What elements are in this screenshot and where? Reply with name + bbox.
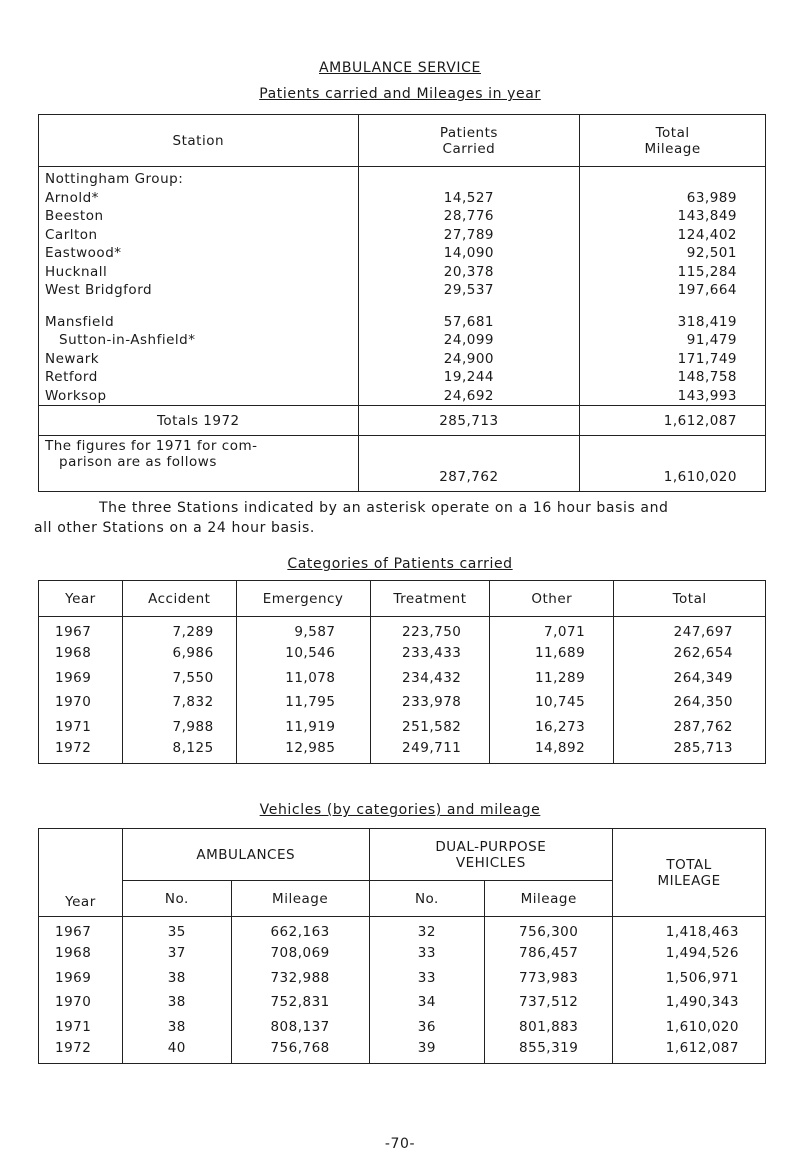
comparison-mileage: 1,610,020 xyxy=(580,436,766,492)
station-name: Sutton-in-Ashfield* xyxy=(59,332,196,348)
page-number: -70- xyxy=(384,1136,416,1152)
year-header: Year xyxy=(39,581,123,617)
table-cell: 801,883 xyxy=(485,1015,613,1040)
table-cell: 662,163 xyxy=(231,917,369,942)
table-cell: 11,795 xyxy=(236,690,370,715)
patients-header: Patients Carried xyxy=(358,115,580,167)
table-cell: 1968 xyxy=(39,641,123,666)
note-line-2: all other Stations on a 24 hour basis. xyxy=(34,520,315,536)
mileage-value: 143,993 xyxy=(677,387,737,404)
table-cell: 1969 xyxy=(39,966,123,991)
table-cell: 33 xyxy=(369,966,485,991)
table-cell: 233,978 xyxy=(370,690,490,715)
table-cell: 1,610,020 xyxy=(613,1015,766,1040)
table-cell: 264,349 xyxy=(614,666,766,691)
table-cell: 33 xyxy=(369,941,485,966)
table-cell: 39 xyxy=(369,1039,485,1064)
other-header: Other xyxy=(490,581,614,617)
categories-table xyxy=(38,580,766,764)
table-cell: 1971 xyxy=(39,715,123,740)
totals-mileage: 1,612,087 xyxy=(580,406,766,436)
table-cell: 11,919 xyxy=(236,715,370,740)
totals-row xyxy=(39,406,766,436)
table-cell: 1967 xyxy=(39,617,123,642)
table-cell: 37 xyxy=(122,941,231,966)
table-row xyxy=(39,1015,766,1040)
comparison-row xyxy=(39,436,766,492)
dual-purpose-header: DUAL-PURPOSE VEHICLES xyxy=(369,829,613,881)
patients-value: 29,537 xyxy=(443,282,495,298)
table-row xyxy=(39,966,766,991)
table-cell: 11,289 xyxy=(490,666,614,691)
table-cell: 7,832 xyxy=(122,690,236,715)
table-cell: 287,762 xyxy=(614,715,766,740)
table-cell: 262,654 xyxy=(614,641,766,666)
table-cell: 7,988 xyxy=(122,715,236,740)
mileage-values xyxy=(580,170,737,405)
vehicles-table xyxy=(38,828,766,1064)
table-cell: 285,713 xyxy=(614,739,766,764)
vehicles-caption: Vehicles (by categories) and mileage xyxy=(259,802,541,818)
table-cell: 1967 xyxy=(39,917,123,942)
dual-mileage-header: Mileage xyxy=(485,881,613,917)
table-cell: 1972 xyxy=(39,1039,123,1064)
station-name: Mansfield xyxy=(45,313,115,330)
table-cell: 855,319 xyxy=(485,1039,613,1064)
table-cell: 12,985 xyxy=(236,739,370,764)
patients-value: 14,527 xyxy=(443,189,495,206)
station-name: Worksop xyxy=(45,387,107,404)
patients-value: 27,789 xyxy=(443,226,495,243)
patients-value: 24,692 xyxy=(443,387,495,404)
table-cell: 1972 xyxy=(39,739,123,764)
mileage-value: 143,849 xyxy=(677,208,737,224)
table-cell: 11,689 xyxy=(490,641,614,666)
categories-caption: Categories of Patients carried xyxy=(287,556,513,572)
mileage-value: 171,749 xyxy=(677,350,737,367)
treatment-header: Treatment xyxy=(370,581,490,617)
table-cell: 10,745 xyxy=(490,690,614,715)
table-cell: 251,582 xyxy=(370,715,490,740)
station-name: West Bridgford xyxy=(45,282,153,298)
note-line-1: The three Stations indicated by an asterisk operate on a 16 hour basis and xyxy=(99,500,669,516)
table-cell: 1971 xyxy=(39,1015,123,1040)
vehicles-year-header: Year xyxy=(39,829,123,917)
table-cell: 38 xyxy=(122,966,231,991)
table-row xyxy=(39,666,766,691)
ambulances-header: AMBULANCES xyxy=(122,829,369,881)
mileage-value: 91,479 xyxy=(686,332,737,348)
table-cell: 16,273 xyxy=(490,715,614,740)
stations-body xyxy=(39,167,766,406)
table-cell: 264,350 xyxy=(614,690,766,715)
table-cell: 756,300 xyxy=(485,917,613,942)
mileage-value: 92,501 xyxy=(686,245,737,261)
table-cell: 40 xyxy=(122,1039,231,1064)
table-cell: 14,892 xyxy=(490,739,614,764)
table-cell: 732,988 xyxy=(231,966,369,991)
table-cell: 737,512 xyxy=(485,990,613,1015)
table-cell: 1,490,343 xyxy=(613,990,766,1015)
station-name: Newark xyxy=(45,350,100,367)
table-cell: 1969 xyxy=(39,666,123,691)
table-cell: 786,457 xyxy=(485,941,613,966)
table-cell: 7,071 xyxy=(490,617,614,642)
table-cell: 9,587 xyxy=(236,617,370,642)
station-names xyxy=(45,170,352,405)
mileage-value: 124,402 xyxy=(677,226,737,243)
mileage-value: 148,758 xyxy=(677,369,737,385)
table-cell: 1,506,971 xyxy=(613,966,766,991)
table-cell: 1,418,463 xyxy=(613,917,766,942)
table-cell: 1968 xyxy=(39,941,123,966)
patients-value: 24,099 xyxy=(443,332,495,348)
table-row xyxy=(39,690,766,715)
accident-header: Accident xyxy=(122,581,236,617)
patients-value: 28,776 xyxy=(443,208,495,224)
table-cell: 8,125 xyxy=(122,739,236,764)
table-cell: 234,432 xyxy=(370,666,490,691)
mileage-value: 63,989 xyxy=(686,189,737,206)
patients-value: 14,090 xyxy=(443,245,495,261)
table-cell: 773,983 xyxy=(485,966,613,991)
patients-value: 57,681 xyxy=(443,313,495,330)
table-cell: 7,550 xyxy=(122,666,236,691)
stations-table xyxy=(38,114,766,492)
station-header: Station xyxy=(39,115,359,167)
table-cell: 247,697 xyxy=(614,617,766,642)
table-cell: 1970 xyxy=(39,690,123,715)
page-subtitle: Patients carried and Mileages in year xyxy=(259,86,541,102)
table-cell: 35 xyxy=(122,917,231,942)
emergency-header: Emergency xyxy=(236,581,370,617)
table-row xyxy=(39,1039,766,1064)
vehicles-header-row-1 xyxy=(39,829,766,881)
table-cell: 36 xyxy=(369,1015,485,1040)
page-title: AMBULANCE SERVICE xyxy=(319,60,481,76)
table-cell: 10,546 xyxy=(236,641,370,666)
table-row xyxy=(39,641,766,666)
table-cell: 7,289 xyxy=(122,617,236,642)
table-row xyxy=(39,990,766,1015)
total-mileage-header: TOTAL MILEAGE xyxy=(613,829,766,917)
table-cell: 32 xyxy=(369,917,485,942)
station-name: Arnold* xyxy=(45,189,99,206)
table-cell: 11,078 xyxy=(236,666,370,691)
station-name: Beeston xyxy=(45,208,104,224)
totals-patients: 285,713 xyxy=(358,406,580,436)
mileage-value: 318,419 xyxy=(677,313,737,330)
comparison-label: The figures for 1971 for com- parison are as follows xyxy=(39,436,359,492)
mileage-value: 115,284 xyxy=(677,263,737,280)
table-cell: 756,768 xyxy=(231,1039,369,1064)
table-cell: 233,433 xyxy=(370,641,490,666)
table-cell: 38 xyxy=(122,990,231,1015)
station-name: Carlton xyxy=(45,226,98,243)
table-cell: 1970 xyxy=(39,990,123,1015)
station-name: Retford xyxy=(45,369,98,385)
ambulance-no-header: No. xyxy=(122,881,231,917)
station-name: Eastwood* xyxy=(45,245,122,261)
table-row xyxy=(39,617,766,642)
group-label: Nottingham Group: xyxy=(45,171,184,187)
totals-label: Totals 1972 xyxy=(39,406,359,436)
stations-header-row xyxy=(39,115,766,167)
patients-value: 20,378 xyxy=(443,263,495,280)
table-cell: 1,612,087 xyxy=(613,1039,766,1064)
categories-header-row xyxy=(39,581,766,617)
station-name: Hucknall xyxy=(45,263,108,280)
table-row xyxy=(39,941,766,966)
table-cell: 808,137 xyxy=(231,1015,369,1040)
table-cell: 249,711 xyxy=(370,739,490,764)
table-cell: 6,986 xyxy=(122,641,236,666)
patients-value: 24,900 xyxy=(443,350,495,367)
comparison-patients: 287,762 xyxy=(358,436,580,492)
mileage-value: 197,664 xyxy=(677,282,737,298)
table-row xyxy=(39,917,766,942)
table-cell: 34 xyxy=(369,990,485,1015)
table-cell: 708,069 xyxy=(231,941,369,966)
table-row xyxy=(39,715,766,740)
ambulance-mileage-header: Mileage xyxy=(231,881,369,917)
table-cell: 38 xyxy=(122,1015,231,1040)
dual-no-header: No. xyxy=(369,881,485,917)
total-header: Total xyxy=(614,581,766,617)
table-cell: 223,750 xyxy=(370,617,490,642)
patients-values xyxy=(359,170,580,405)
table-cell: 1,494,526 xyxy=(613,941,766,966)
mileage-header: Total Mileage xyxy=(580,115,766,167)
patients-value: 19,244 xyxy=(443,369,495,385)
table-row xyxy=(39,739,766,764)
table-cell: 752,831 xyxy=(231,990,369,1015)
